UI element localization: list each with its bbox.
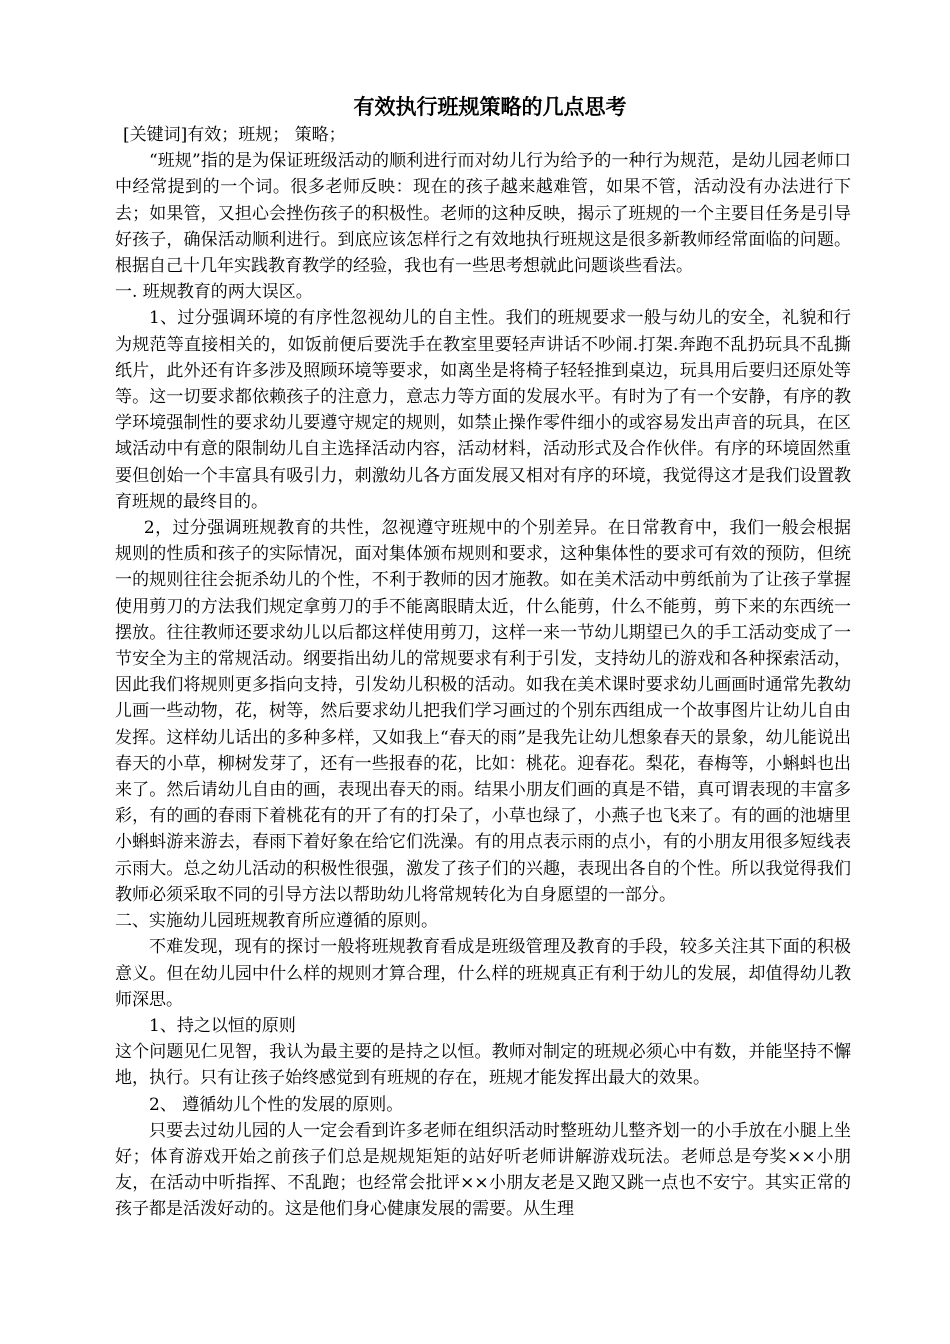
document-body <box>115 148 851 1222</box>
document-title: 有效执行班规策略的几点思考 <box>353 94 627 119</box>
body-paragraph: 不难发现，现有的探讨一般将班规教育看成是班级管理及教育的手段，较多关注其下面的积极意义。但在幼儿园中什么样的规则才算合理，什么样的班规真正有利于幼儿的发展，却值得幼儿教师深思。 <box>115 937 851 1010</box>
section-heading-or-text: 一. 班规教育的两大误区。 <box>115 282 313 303</box>
section-heading-or-text: 这个问题见仁见智，我认为最主要的是持之以恒。教师对制定的班规必须心中有数，并能坚持不懈地，执行。只有让孩子始终感觉到有班规的存在，班规才能发挥出最大的效果。 <box>115 1042 851 1089</box>
document-page <box>115 92 851 1223</box>
body-paragraph: 2，过分强调班规教育的共性，忽视遵守班规中的个别差异。在日常教育中，我们一般会根据规则的性质和孩子的实际情况，面对集体颁布规则和要求，这种集体性的要求可有效的预防，但统一的规则往往会扼杀幼儿的个性，不利于教师的因才施教。如在美术活动中剪纸前为了让孩子掌握使用剪刀的方法我们规定拿剪刀的手不能离眼睛太近，什么能剪，什么不能剪，剪下来的东西统一摆放。往往教师还要求幼儿以后都这样使用剪刀，这样一来一节幼儿期望已久的手工活动变成了一节安全为主的常规活动。纲要指出幼儿的常规要求有利于引发，支持幼儿的游戏和各种探索活动，因此我们将规则更多指向支持，引发幼儿积极的活动。如我在美术课时要求幼儿画画时通常先教幼儿画一些动物，花，树等，然后要求幼儿把我们学习画过的个别东西组成一个故事图片让幼儿自由发挥。这样幼儿话出的多种多样，又如我上“春天的雨”是我先让幼儿想象春天的景象，幼儿能说出春天的小草，柳树发芽了，还有一些报春的花，比如：桃花。迎春花。梨花，春梅等，小蝌蚪也出来了。然后请幼儿自由的画，表现出春天的雨。结果小朋友们画的真是不错，真可谓表现的丰富多彩，有的画的春雨下着桃花有的开了有的打朵了，小草也绿了，小燕子也飞来了。有的画的池塘里小蝌蚪游来游去，春雨下着好象在给它们洗澡。有的用点表示雨的点小，有的小朋友用很多短线表示雨大。总之幼儿活动的积极性很强，激发了孩子们的兴趣，表现出各自的个性。所以我觉得我们教师必须采取不同的引导方法以帮助幼儿将常规转化为自身愿望的一部分。 <box>115 518 851 905</box>
body-paragraph: 只要去过幼儿园的人一定会看到许多老师在组织活动时整班幼儿整齐划一的小手放在小腿上坐好；体育游戏开始之前孩子们总是规规矩矩的站好听老师讲解游戏玩法。老师总是夸奖××小朋友，在活动中听指挥、不乱跑；也经常会批评××小朋友老是又跑又跳一点也不安宁。其实正常的孩子都是活泼好动的。这是他们身心健康发展的需要。从生理 <box>115 1120 851 1220</box>
body-paragraph: 1、过分强调环境的有序性忽视幼儿的自主性。我们的班规要求一般与幼儿的安全，礼貌和行为规范等直接相关的，如饭前便后要洗手在教室里要轻声讲话不吵闹.打架.奔跑不乱扔玩具不乱撕纸片，此外还有许多涉及照顾环境等要求，如离坐是将椅子轻轻推到桌边，玩具用后要归还原处等等。这一切要求都依赖孩子的注意力，意志力等方面的发展水平。有时为了有一个安静，有序的教学环境强制性的要求幼儿要遵守规定的规则，如禁止操作零件细小的或容易发出声音的玩具，在区域活动中有意的限制幼儿自主选择活动内容，活动材料，活动形式及合作伙伴。有序的环境固然重要但创始一个丰富具有吸引力，刺激幼儿各方面发展又相对有序的环境，我觉得这才是我们设置教育班规的最终目的。 <box>115 308 851 512</box>
section-heading-or-text: 二、实施幼儿园班规教育所应遵循的原则。 <box>115 911 438 932</box>
body-paragraph: 2、 遵循幼儿个性的发展的原则。 <box>149 1094 404 1115</box>
keywords-line: [关键词]有效；班规； 策略； <box>123 125 346 145</box>
body-paragraph: 1、持之以恒的原则 <box>149 1015 296 1036</box>
body-paragraph: “班规”指的是为保证班级活动的顺利进行而对幼儿行为给予的一种行为规范，是幼儿园老师口中经常提到的一个词。很多老师反映：现在的孩子越来越难管，如果不管，活动没有办法进行下去；如果管，又担心会挫伤孩子的积极性。老师的这种反映，揭示了班规的一个主要目任务是引导好孩子，确保活动顺利进行。到底应该怎样行之有效地执行班规这是很多新教师经常面临的问题。根据自己十几年实践教育教学的经验，我也有一些思考想就此问题谈些看法。 <box>115 151 851 277</box>
